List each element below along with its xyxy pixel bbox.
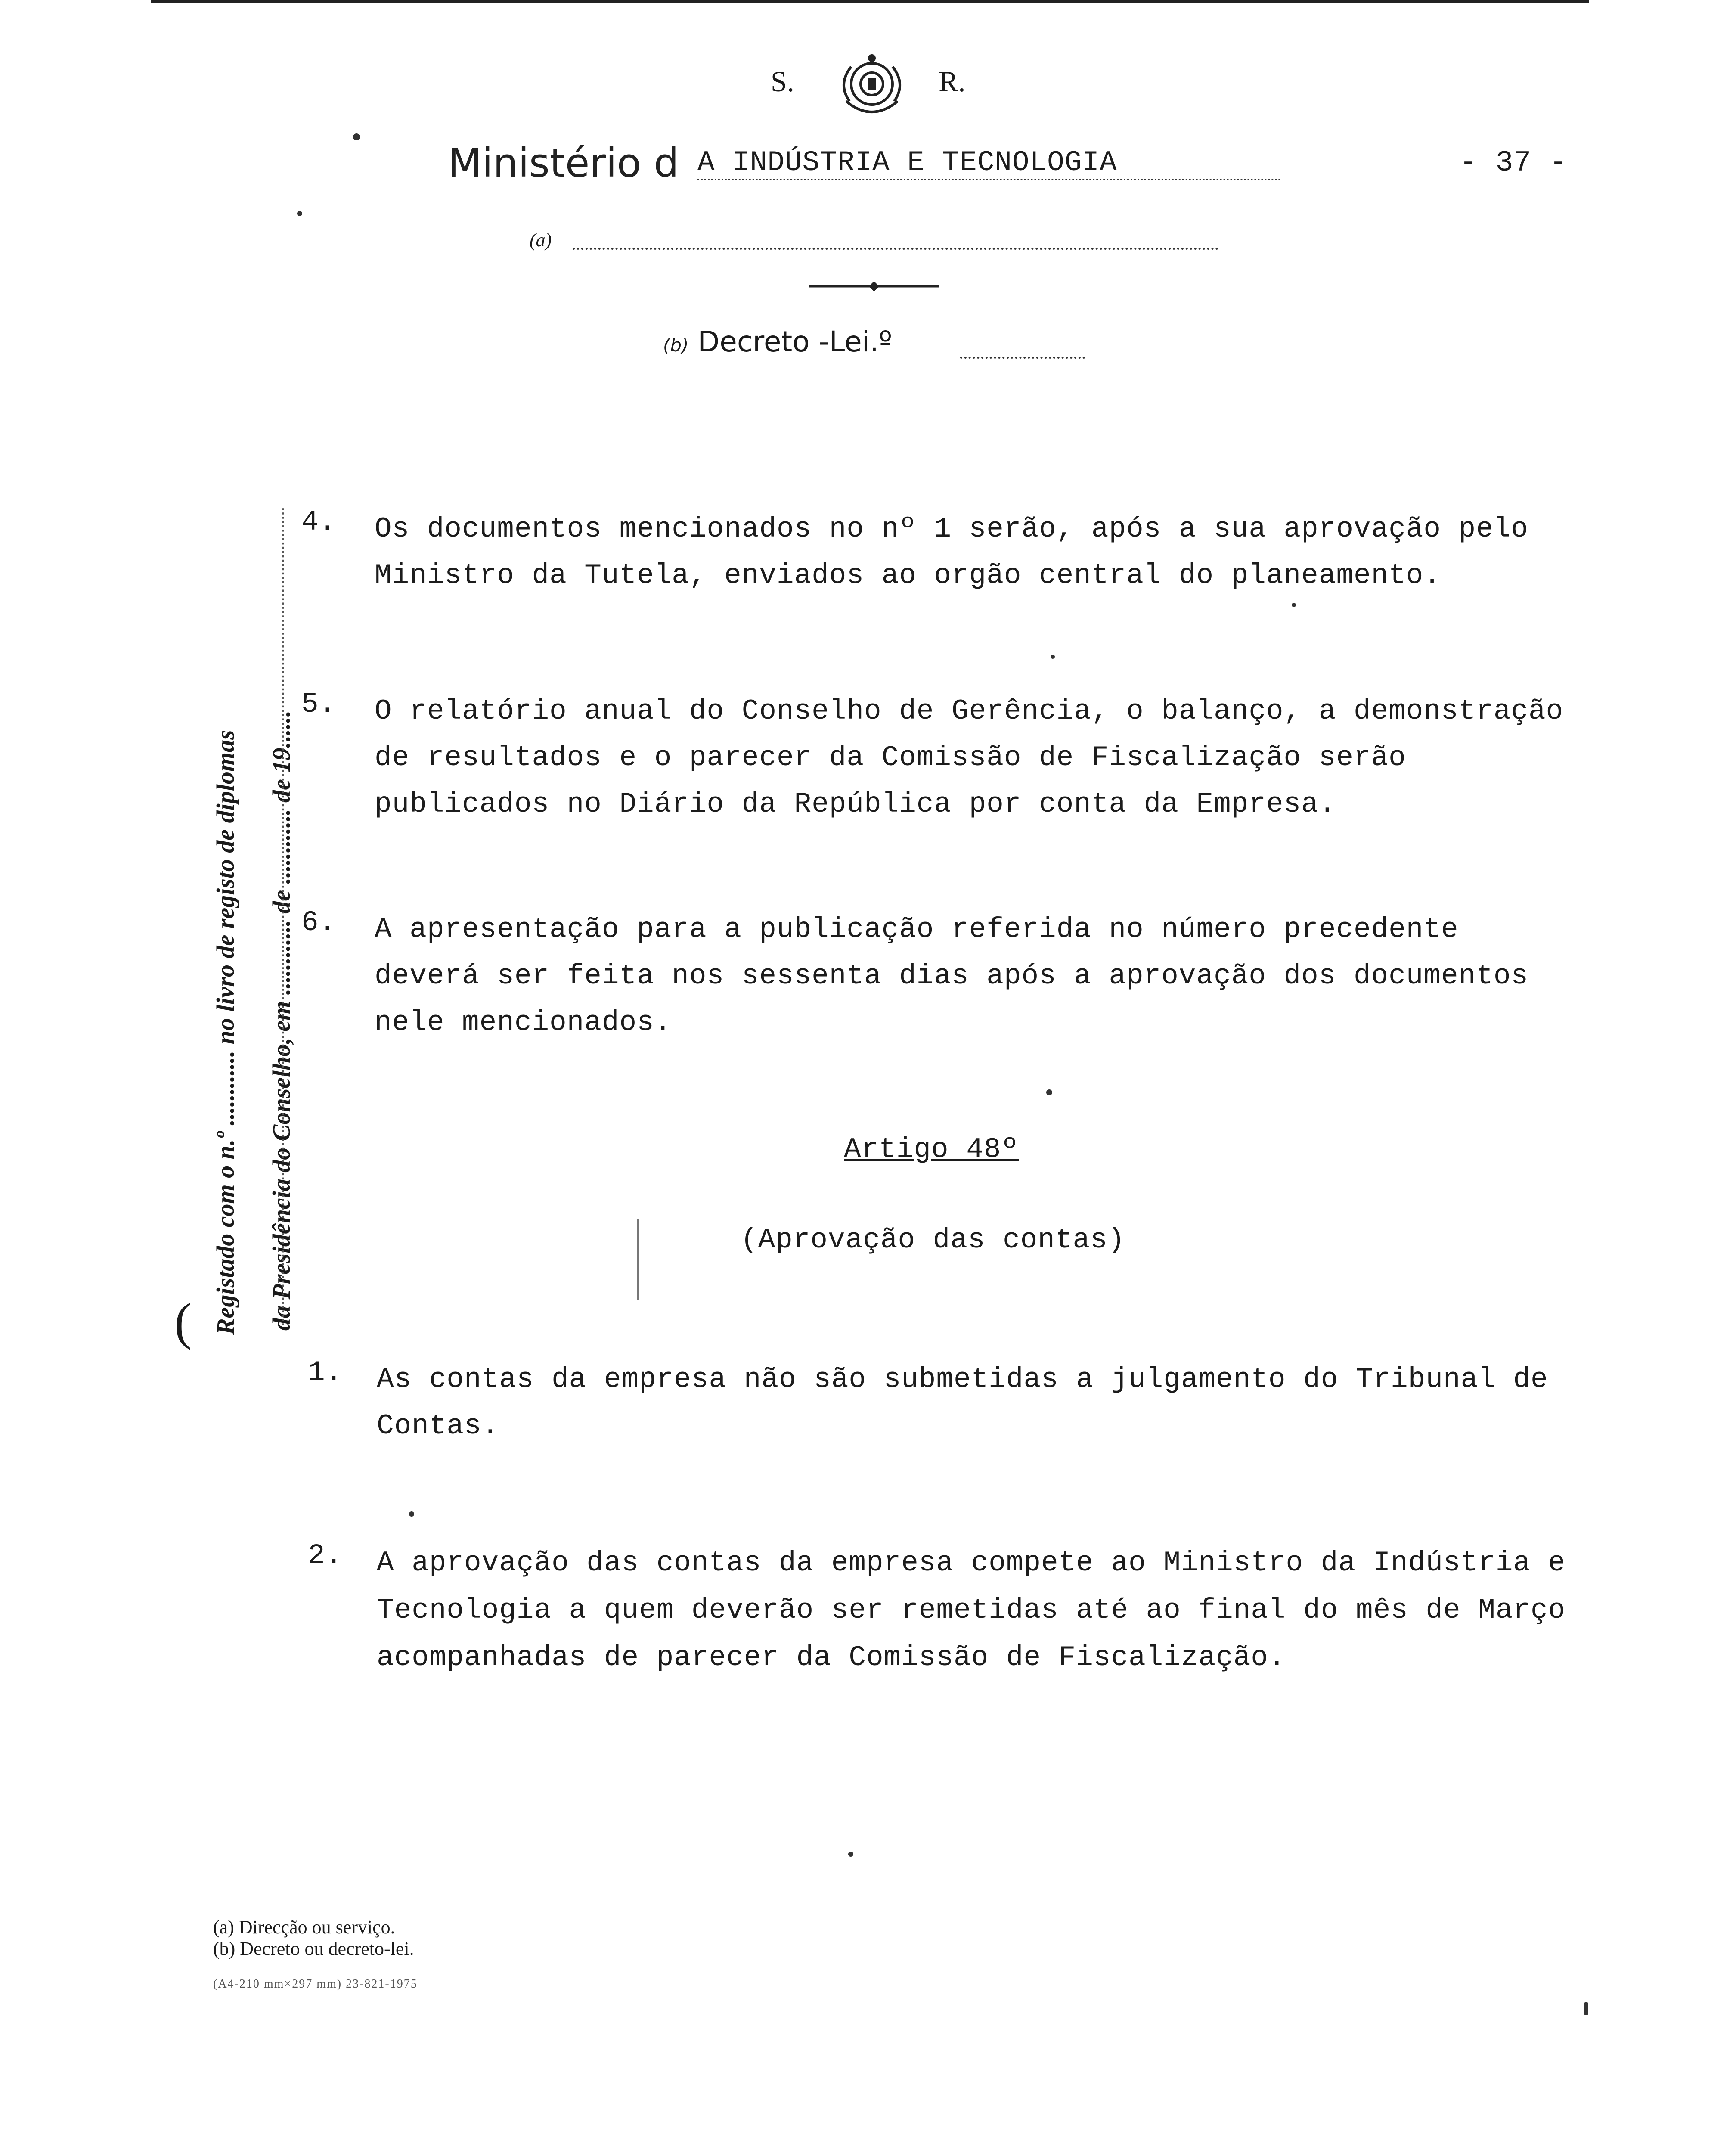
coat-of-arms-emblem — [829, 50, 915, 123]
page-number: - 37 - — [1460, 146, 1568, 180]
footnote-b: (b) Decreto ou decreto-lei. — [213, 1938, 414, 1959]
paragraph-5-number: 5. — [301, 688, 337, 720]
printer-mark: (A4-210 mm×297 mm) 23-821-1975 — [213, 1977, 418, 1991]
margin-dotted-rule — [282, 508, 284, 1326]
paragraph-4-text: Os documentos mencionados no nº 1 serão, após a sua aprovação pelo Ministro da Tutela, enviados ao orgão central do planeamento. — [375, 513, 1529, 592]
field-b-line — [960, 357, 1085, 359]
decree-label: Decreto -Lei.º — [698, 325, 893, 358]
scan-speck — [1051, 655, 1055, 659]
field-a-line — [573, 248, 1218, 250]
scan-speck — [1292, 603, 1296, 607]
decree-field — [663, 325, 892, 358]
paragraph-6-number: 6. — [301, 906, 337, 939]
scan-speck — [848, 1852, 853, 1857]
scan-speck — [297, 211, 302, 216]
article-item-2-number: 2. — [308, 1539, 343, 1572]
article-item-1-text: As contas da empresa não são submetidas a julgamento do Tribunal de Contas. — [377, 1363, 1548, 1442]
registration-margin-note — [211, 474, 250, 1335]
scan-speck — [409, 1511, 414, 1517]
scan-speck — [1046, 1089, 1052, 1095]
top-border-line — [151, 0, 1589, 3]
ministry-name: A INDÚSTRIA E TECNOLOGIA — [698, 146, 1281, 180]
paragraph-4-number: 4. — [301, 506, 337, 538]
ministry-prefix: Ministério d — [448, 140, 679, 186]
scan-speck — [353, 133, 360, 140]
presidencia-margin-note — [267, 508, 306, 1331]
scan-speck — [637, 1219, 639, 1300]
paragraph-5-text: O relatório anual do Conselho de Gerência, o balanço, a demonstração de resultados e o parecer da Comissão de Fiscalização serão publicados no Diário da República por conta da Empresa. — [375, 695, 1564, 820]
divider-ornament — [809, 280, 939, 293]
field-b-prefix: (b) — [663, 335, 689, 356]
margin-bracket: ( — [174, 1293, 192, 1350]
header-right-letter: R. — [939, 65, 966, 98]
registo-line: Registado com o n.º ............ no livro de registo de diplomas — [211, 730, 239, 1335]
article-item-2-text: A aprovação das contas da empresa compete ao Ministro da Indústria e Tecnologia a quem deverão ser remetidas até ao final do mês de Março acompanhadas de parecer da Comissão de Fiscalização. — [377, 1547, 1566, 1674]
footnote-a: (a) Direcção ou serviço. — [213, 1917, 395, 1938]
scan-speck — [1584, 2002, 1588, 2015]
field-a-label: (a) — [530, 230, 552, 251]
article-title: Artigo 48º — [844, 1133, 1019, 1166]
presidencia-line: da Presidência do Conselho, em ............ de ............ de 19...... — [267, 710, 295, 1331]
article-subtitle: (Aprovação das contas) — [741, 1224, 1125, 1256]
paragraph-6-text: A apresentação para a publicação referida no número precedente deverá ser feita nos sessenta dias após a aprovação dos documentos nele mencionados. — [375, 913, 1529, 1039]
header-left-letter: S. — [771, 65, 794, 98]
article-item-1-number: 1. — [308, 1356, 343, 1389]
